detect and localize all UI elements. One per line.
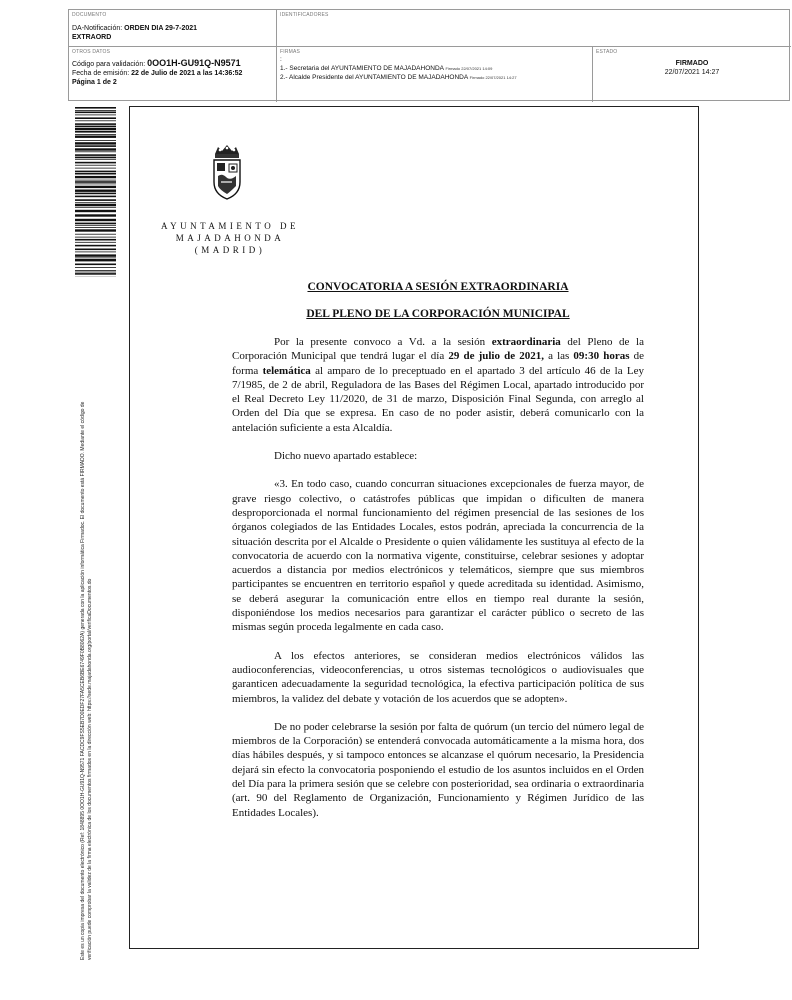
paragraph-1: Por la presente convoco a Vd. a la sesión extraordinaria del Pleno de la Corporación Municipal que tendrá lugar el día 29 de julio de 2021, a las 09:30 horas de forma telemática al amparo de lo preceptuado en el apartado 3 del artículo 46 de la Ley 7/1985, de 2 de abril, Reguladora de las Bases del Régimen Local, apartado introducido por el Real Decreto Ley 11/2020, de 31 de marzo, Disposición Final Segunda, con arreglo al Orden del Día que se expresa. En caso de no poder asistir, deberá comunicarlo con la antelación suficiente a esta Alcaldía. (232, 336, 644, 434)
paragraph-3: «3. En todo caso, cuando concurran situaciones excepcionales de fuerza mayor, de grave riesgo colectivo, o catástrofes públicas que impidan o dificulten de manera desproporcionada el normal funcionamiento del régimen presencial de las sesiones de los órganos colegiados de las Entidades Locales, estos podrán, apreciada la concurrencia de la situación descrita por el Alcalde o Presidente o quien válidamente les sustituya al efecto de la convocatoria de acuerdo con la normativa vigente, constituirse, celebrar sesiones y adoptar acuerdos a distancia por medios electrónicos y telemáticos, siempre que sus miembros participantes se encuentren en territorio español y quede acreditada su identidad. Asimismo, se deberá asegurar la comunicación entre ellos en tiempo real durante la sesión, disponiéndose los medios necesarios para garantizar el carácter público o secreto de las mismas según proceda legalmente en cada caso. (232, 478, 644, 634)
identificadores-label: IDENTIFICADORES (280, 12, 329, 18)
documento-cell (69, 10, 277, 47)
barcode (75, 107, 116, 277)
paragraph-2: Dicho nuevo apartado establece: (274, 450, 418, 463)
validation-code: Código para validación: 0OO1H-GU91Q-N9571 (72, 58, 241, 68)
signature-header-table (68, 9, 790, 101)
municipal-crest-icon (208, 142, 246, 204)
letterhead (160, 220, 300, 256)
letterhead-line-1: AYUNTAMIENTO DE (160, 221, 300, 231)
side-text-line-2: verificación puede comprobar la validez de la firma electrónica de los documentos firmados en la dirección web: https://sede.majadahonda.org/portal/verificaDocumentos.do (87, 578, 93, 960)
verification-side-text (80, 300, 94, 960)
document-body (232, 335, 644, 834)
firma-2: 2.- Alcalde Presidente del AYUNTAMIENTO DE MAJADAHONDA Firmado 22/07/2021 14:27 (280, 74, 517, 81)
document-title-1: CONVOCATORIA A SESIÓN EXTRAORDINARIA (307, 281, 569, 293)
side-text-line-1: Este es un copia impresa del documento electrónico (Ref: 1848895 0OO1H-GU91Q-N9571 FACDC9FS5EB7D0EDF27FA5CEB6BE6749F0B8062A) generada con la aplicación informática Firmadoc. El documento está FIRMADO. Mediante el código de (80, 401, 86, 960)
document-title-2: DEL PLENO DE LA CORPORACIÓN MUNICIPAL (306, 308, 570, 320)
estado-label: ESTADO (596, 49, 618, 55)
firmas-cell (277, 47, 593, 102)
letterhead-line-3: (MADRID) (194, 245, 266, 255)
firmas-colon: : (280, 56, 282, 63)
estado-cell (593, 47, 791, 102)
documento-label: DOCUMENTO (72, 12, 107, 18)
paragraph-4: A los efectos anteriores, se consideran medios electrónicos válidos las audioconferencias, videoconferencias, u otros sistemas tecnológicos o audiovisuales que garanticen adecuadamente la seguridad tecnológica, la efectiva participación política de sus miembros, la validez del debate y votación de los acuerdos que se adopten». (232, 649, 644, 705)
firma-1: 1.- Secretaria del AYUNTAMIENTO DE MAJADAHONDA Firmado 22/07/2021 14:09 (280, 65, 493, 72)
otros-datos-cell (69, 47, 277, 102)
identificadores-cell (277, 10, 791, 47)
documento-title: DA-Notificación: ORDEN DIA 29-7-2021 (72, 25, 198, 32)
paragraph-5: De no poder celebrarse la sesión por falta de quórum (un tercio del número legal de miembros de la Corporación) se entenderá convocada automáticamente a la misma hora, dos días hábiles después, y si tampoco entonces se alcanzase el quórum necesario, la Presidencia dejará sin efecto la convocatoria posponiendo el estudio de los asuntos incluidos en el Orden del Día para la primera sesión que se celebre con posterioridad, sea ordinaria o extraordinaria (art. 90 del Reglamento de Organización, Funcionamiento y Régimen Jurídico de las Entidades Locales). (232, 720, 644, 819)
estado-value: FIRMADO (675, 60, 709, 67)
firmas-label: FIRMAS (280, 49, 301, 55)
page-count: Página 1 de 2 (72, 79, 117, 86)
documento-title-2: EXTRAORD (72, 34, 112, 41)
emission-date: Fecha de emisión: 22 de Julio de 2021 a las 14:36:52 (72, 70, 243, 77)
letterhead-line-2: MAJADAHONDA (175, 233, 285, 243)
otros-datos-label: OTROS DATOS (72, 49, 111, 55)
estado-date: 22/07/2021 14:27 (664, 69, 720, 76)
